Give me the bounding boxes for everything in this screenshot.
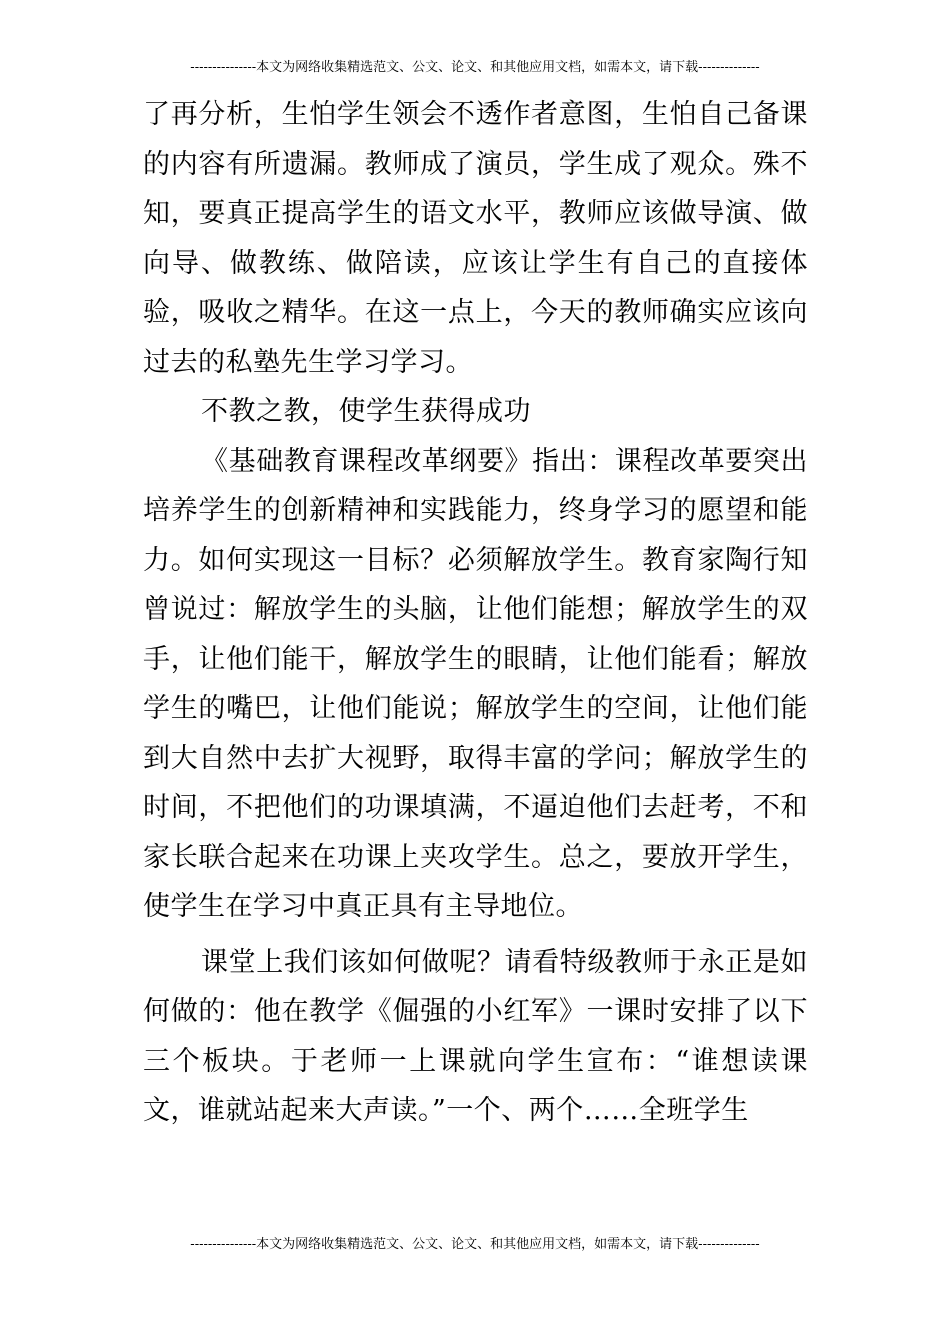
paragraph-curriculum-reform: 《基础教育课程改革纲要》指出：课程改革要突出培养学生的创新精神和实践能力，终身学习的愿望和能力。如何实现这一目标？必须解放学生。教育家陶行知曾说过：解放学生的头脑，让他们能想；解放学生的双手，让他们能干，解放学生的眼睛，让他们能看；解放学生的嘴巴，让他们能说；解放学生的空间，让他们能到大自然中去扩大视野，取得丰富的学问；解放学生的时间，不把他们的功课填满，不逼迫他们去赶考，不和家长联合起来在功课上夹攻学生。总之，要放开学生，使学生在学习中真正具有主导地位。	[143, 445, 808, 922]
page-footer: ---------------本文为网络收集精选范文、公文、论文、和其他应用文档，如需本文，请下载--------------	[190, 1237, 760, 1252]
paragraph-classroom-example: 课堂上我们该如何做呢？请看特级教师于永正是如何做的：他在教学《倔强的小红军》一课时安排了以下三个板块。于老师一上课就向学生宣布：“谁想读课文，谁就站起来大声读。”一个、两个……全班学生	[143, 946, 808, 1126]
document-body	[143, 90, 808, 1136]
page-header: ---------------本文为网络收集精选范文、公文、论文、和其他应用文档，如需本文，请下载--------------	[190, 60, 760, 75]
section-heading: 不教之教，使学生获得成功	[201, 396, 531, 427]
paragraph-continuation: 了再分析，生怕学生领会不透作者意图，生怕自己备课的内容有所遗漏。教师成了演员，学生成了观众。殊不知，要真正提高学生的语文水平，教师应该做导演、做向导、做教练、做陪读，应该让学生有自己的直接体验，吸收之精华。在这一点上，今天的教师确实应该向过去的私塾先生学习学习。	[143, 99, 808, 378]
